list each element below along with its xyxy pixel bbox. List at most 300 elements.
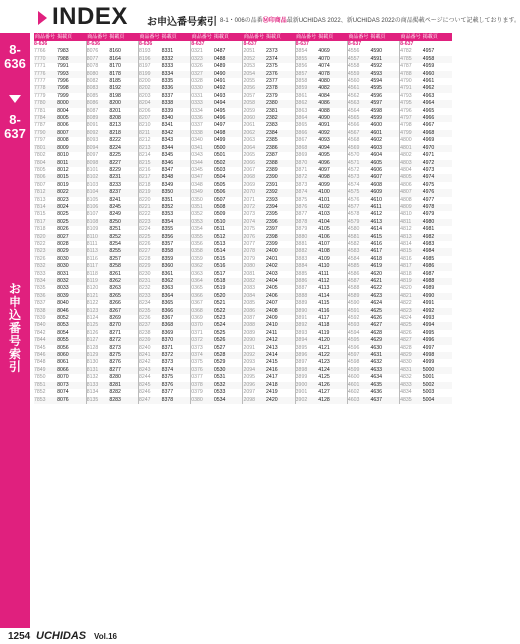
- item-code: 2069: [243, 181, 255, 188]
- item-code: 8246: [138, 389, 151, 396]
- item-page: 8039: [57, 293, 86, 300]
- item-page: 4997: [422, 344, 435, 351]
- table-row: [34, 115, 452, 122]
- item-code: 3874: [295, 189, 318, 196]
- item-code: 3902: [295, 397, 318, 404]
- item-page: 4986: [423, 263, 452, 270]
- item-code: 8085: [86, 92, 99, 99]
- item-code: 2061: [243, 122, 255, 129]
- item-code: 8128: [86, 344, 99, 351]
- page-number: 1254: [8, 631, 31, 642]
- item-code: 0380: [191, 397, 214, 404]
- item-page: 4070: [318, 56, 347, 63]
- item-code: 0343: [191, 152, 203, 159]
- item-page: 0491: [214, 78, 243, 85]
- column-header-page: 掲載頁: [266, 33, 295, 41]
- item-page: 4616: [371, 241, 400, 248]
- table-row: [34, 271, 452, 278]
- item-page: 4096: [318, 160, 347, 167]
- column-header-page: 掲載頁: [109, 33, 138, 41]
- item-code: 4584: [347, 255, 360, 262]
- table-row: [34, 204, 452, 211]
- item-code: 0345: [191, 166, 203, 173]
- column-header-page: 掲載頁: [57, 33, 86, 41]
- item-code: 8219: [138, 189, 161, 196]
- item-code: 4830: [400, 359, 412, 366]
- item-page: 8338: [162, 100, 191, 107]
- item-code: 8107: [86, 211, 99, 218]
- item-code: 8237: [138, 322, 161, 329]
- item-page: 8055: [57, 337, 86, 344]
- item-code: 3891: [295, 315, 308, 322]
- item-code: 8225: [138, 234, 161, 241]
- item-code: 2087: [243, 315, 255, 322]
- item-code: 3878: [295, 219, 318, 226]
- item-code: 4813: [400, 234, 423, 241]
- item-page: 8350: [162, 189, 191, 196]
- item-code: 8232: [138, 285, 151, 292]
- item-page: 4621: [371, 278, 400, 285]
- item-code: 2097: [243, 389, 255, 396]
- item-code: 4823: [400, 308, 423, 315]
- item-code: 0334: [191, 107, 203, 114]
- item-code: 7836: [34, 293, 57, 300]
- table-row: [34, 189, 452, 196]
- item-page: 8061: [57, 359, 86, 366]
- brand-logo: UCHIDAS: [36, 630, 87, 642]
- item-code: 0333: [191, 100, 214, 107]
- item-page: 8373: [162, 359, 191, 366]
- item-page: 4969: [422, 137, 435, 144]
- item-page: 4637: [371, 397, 400, 404]
- table-row: [34, 219, 452, 226]
- item-code: 4834: [400, 389, 412, 396]
- item-page: 2388: [266, 160, 295, 167]
- item-page: 4977: [422, 196, 435, 203]
- item-code: 2083: [243, 285, 255, 292]
- item-page: 7991: [57, 63, 86, 70]
- item-code: 4565: [347, 115, 370, 122]
- item-code: 8076: [86, 48, 99, 55]
- item-code: 2065: [243, 152, 255, 159]
- item-page: 0528: [214, 352, 243, 359]
- item-page: 4106: [318, 234, 347, 241]
- item-page: 8277: [109, 367, 138, 374]
- side-vertical-label: お申込番号索引: [8, 282, 21, 374]
- item-page: 0531: [214, 374, 243, 381]
- item-code: 2066: [243, 160, 266, 167]
- item-page: 2373: [266, 48, 295, 55]
- item-code: 8097: [86, 152, 99, 159]
- item-code: 4810: [400, 211, 412, 218]
- item-page: 4633: [371, 367, 400, 374]
- item-page: 8345: [162, 152, 191, 159]
- item-code: 3871: [295, 166, 308, 173]
- item-code: 4575: [347, 189, 370, 196]
- item-code: 8130: [86, 359, 99, 366]
- item-page: 8031: [57, 271, 86, 278]
- table-row: [34, 234, 452, 241]
- item-code: 8233: [138, 293, 161, 300]
- item-page: 4630: [371, 345, 400, 352]
- item-page: 8342: [162, 130, 191, 137]
- item-code: 8203: [138, 92, 151, 99]
- item-page: 8347: [162, 167, 191, 174]
- item-code: 2071: [243, 196, 255, 203]
- item-code: 0369: [191, 315, 203, 322]
- table-row: [34, 382, 452, 389]
- item-page: 8005: [57, 115, 86, 122]
- item-page: 4596: [371, 93, 400, 100]
- item-page: 8224: [109, 145, 138, 152]
- item-code: 4563: [347, 100, 370, 107]
- item-page: 4611: [371, 204, 400, 211]
- item-code: 7851: [34, 382, 57, 389]
- item-page: 8346: [162, 160, 191, 167]
- item-page: 8229: [109, 167, 138, 174]
- item-page: 4990: [423, 293, 452, 300]
- item-code: 4814: [400, 240, 412, 247]
- column-header-code: 商品番号: [86, 33, 109, 41]
- table-row: [34, 308, 452, 315]
- item-page: 2377: [266, 78, 295, 85]
- item-page: 8009: [57, 145, 86, 152]
- item-code: 3881: [295, 240, 308, 247]
- item-page: 5004: [423, 397, 452, 404]
- item-page: 4976: [423, 189, 452, 196]
- item-code: 4835: [400, 397, 423, 404]
- item-page: 4609: [371, 189, 400, 196]
- item-page: 8046: [57, 308, 86, 315]
- item-code: 8230: [138, 270, 151, 277]
- column-header-page: 掲載頁: [318, 33, 347, 41]
- item-page: 8271: [109, 330, 138, 337]
- item-page: 8040: [57, 300, 86, 307]
- item-code: 3856: [295, 63, 308, 70]
- item-code: 3870: [295, 160, 318, 167]
- item-page: 8360: [162, 263, 191, 270]
- item-page: 4975: [422, 181, 435, 188]
- item-page: 4123: [318, 359, 347, 366]
- item-page: 8192: [109, 85, 138, 92]
- item-code: 3893: [295, 329, 308, 336]
- item-page: 8160: [109, 48, 138, 55]
- item-page: 4605: [371, 160, 400, 167]
- item-page: 0516: [214, 263, 243, 270]
- item-code: 4796: [400, 107, 412, 114]
- item-page: 4989: [422, 285, 435, 292]
- item-page: 8364: [162, 293, 191, 300]
- item-page: 4601: [371, 130, 400, 137]
- item-page: 8052: [57, 315, 86, 322]
- item-page: 8022: [57, 189, 86, 196]
- item-code: 0351: [191, 204, 214, 211]
- item-code: 4592: [347, 315, 360, 322]
- item-page: 5002: [423, 382, 452, 389]
- item-code: 4579: [347, 219, 370, 226]
- item-code: 4574: [347, 181, 360, 188]
- item-page: 8377: [162, 389, 191, 396]
- item-code: 7787: [34, 122, 46, 129]
- item-page: 4993: [422, 315, 435, 322]
- item-code: 7790: [34, 130, 57, 137]
- item-code: 0354: [191, 226, 203, 233]
- item-code: 4559: [347, 71, 370, 78]
- item-page: 8025: [57, 211, 86, 218]
- item-code: 4785: [400, 56, 423, 63]
- column-prefix: 8-636: [86, 41, 138, 48]
- item-page: 8343: [162, 137, 191, 144]
- item-code: 4557: [347, 56, 370, 63]
- item-page: 4994: [423, 322, 452, 329]
- item-code: 4805: [400, 174, 423, 181]
- item-page: 4095: [318, 152, 347, 159]
- item-page: 4632: [371, 359, 400, 366]
- item-page: 8354: [162, 219, 191, 226]
- column-header-code: 商品番号: [138, 33, 161, 41]
- item-code: 4795: [400, 100, 423, 107]
- item-page: 8255: [109, 248, 138, 255]
- table-row: [34, 374, 452, 381]
- item-code: 4787: [400, 63, 412, 70]
- item-page: 8363: [162, 285, 191, 292]
- item-code: 8221: [138, 204, 161, 211]
- item-code: 0340: [191, 137, 203, 144]
- item-page: 0495: [214, 108, 243, 115]
- item-code: 4589: [347, 293, 370, 300]
- item-page: 4999: [422, 359, 435, 366]
- item-code: 2073: [243, 211, 255, 218]
- item-page: 4099: [318, 182, 347, 189]
- item-code: 7839: [34, 315, 46, 322]
- item-code: 7833: [34, 270, 46, 277]
- item-page: 8222: [109, 137, 138, 144]
- page-subtitle: お申込番号索引: [147, 17, 217, 28]
- item-code: 8229: [138, 263, 161, 270]
- item-page: 2406: [266, 293, 295, 300]
- item-page: 8012: [57, 167, 86, 174]
- item-page: 4107: [318, 241, 347, 248]
- item-page: 4974: [423, 174, 452, 181]
- item-page: 8249: [109, 211, 138, 218]
- item-code: 8236: [138, 315, 151, 322]
- item-code: 4587: [347, 278, 370, 285]
- item-page: 0518: [214, 278, 243, 285]
- item-code: 8131: [86, 367, 109, 374]
- item-code: 4791: [400, 85, 423, 92]
- item-page: 8056: [57, 345, 86, 352]
- item-code: 8098: [86, 160, 109, 167]
- item-code: 4561: [347, 85, 370, 92]
- item-page: 4620: [371, 271, 400, 278]
- item-code: 8134: [86, 389, 99, 396]
- item-page: 0520: [214, 293, 243, 300]
- item-page: 4988: [423, 278, 452, 285]
- item-page: 0492: [214, 85, 243, 92]
- item-page: 2396: [266, 219, 295, 226]
- item-code: 8118: [86, 270, 98, 277]
- column-header-code: 商品番号: [295, 33, 318, 41]
- item-code: 8243: [138, 367, 161, 374]
- item-page: 0522: [214, 308, 243, 315]
- item-code: 4824: [400, 315, 412, 322]
- item-page: 8351: [162, 197, 191, 204]
- item-code: 2091: [243, 344, 255, 351]
- item-code: 4598: [347, 359, 360, 366]
- item-page: 4992: [423, 308, 452, 315]
- item-code: 2070: [243, 189, 266, 196]
- item-page: 8375: [162, 374, 191, 381]
- item-code: 0349: [191, 189, 214, 196]
- item-page: 8273: [109, 345, 138, 352]
- item-code: 0367: [191, 300, 203, 307]
- item-page: 0487: [214, 48, 243, 55]
- table-row: [34, 359, 452, 366]
- item-code: 7822: [34, 240, 46, 247]
- item-page: 2387: [266, 152, 295, 159]
- item-code: 0326: [191, 63, 203, 70]
- item-page: 2391: [266, 182, 295, 189]
- item-code: 7771: [34, 63, 46, 70]
- table-row: [34, 330, 452, 337]
- item-code: 8212: [138, 137, 151, 144]
- table-row: [34, 197, 452, 204]
- table-row: [34, 130, 452, 137]
- item-page: 4995: [422, 329, 435, 336]
- item-page: 4614: [371, 226, 400, 233]
- item-code: 4586: [347, 270, 360, 277]
- item-code: 7823: [34, 248, 57, 255]
- item-code: 4603: [347, 397, 370, 404]
- table-row: [34, 160, 452, 167]
- item-code: 2055: [243, 78, 255, 85]
- item-page: 8372: [162, 352, 191, 359]
- item-page: 8362: [162, 278, 191, 285]
- item-code: 4590: [347, 300, 360, 307]
- item-code: 7844: [34, 337, 57, 344]
- item-page: 8275: [109, 352, 138, 359]
- item-page: 4593: [371, 71, 400, 78]
- item-code: 8133: [86, 382, 109, 389]
- item-code: 8132: [86, 374, 99, 381]
- item-page: 8333: [162, 63, 191, 70]
- item-page: 2395: [266, 211, 295, 218]
- item-page: 5003: [422, 389, 435, 396]
- item-code: 7770: [34, 56, 57, 63]
- item-page: 4112: [318, 278, 347, 285]
- column-header-code: 商品番号: [34, 33, 57, 41]
- item-code: 0331: [191, 92, 203, 99]
- item-page: 0521: [214, 300, 243, 307]
- table-row: [34, 352, 452, 359]
- item-page: 8054: [57, 330, 86, 337]
- item-code: 3875: [295, 196, 308, 203]
- index-table: [34, 33, 452, 404]
- title-triangle-icon: [38, 11, 47, 25]
- item-page: 8258: [109, 263, 138, 270]
- item-page: 0526: [214, 337, 243, 344]
- column-prefix: 8-637: [191, 41, 243, 48]
- item-page: 8029: [57, 248, 86, 255]
- item-code: 4566: [347, 122, 360, 129]
- item-code: 2084: [243, 293, 266, 300]
- item-page: 2382: [266, 115, 295, 122]
- item-code: 7832: [34, 263, 57, 270]
- item-page: 4101: [318, 197, 347, 204]
- item-code: 4582: [347, 240, 360, 247]
- item-page: 4082: [318, 85, 347, 92]
- item-code: 3862: [295, 100, 318, 107]
- item-code: 3898: [295, 367, 318, 374]
- item-code: 4599: [347, 367, 370, 374]
- item-page: 8231: [109, 174, 138, 181]
- item-page: 4109: [318, 256, 347, 263]
- item-code: 2080: [243, 263, 266, 270]
- item-page: 2379: [266, 93, 295, 100]
- item-code: 3859: [295, 85, 318, 92]
- item-page: 8254: [109, 241, 138, 248]
- item-page: 4102: [318, 204, 347, 211]
- item-page: 8074: [57, 389, 86, 396]
- item-code: 8206: [138, 107, 151, 114]
- item-page: 4987: [422, 270, 435, 277]
- item-page: 7988: [57, 56, 86, 63]
- item-page: 8262: [109, 278, 138, 285]
- item-page: 0512: [214, 234, 243, 241]
- item-page: 4093: [318, 137, 347, 144]
- table-row: [34, 71, 452, 78]
- item-page: 8283: [109, 397, 138, 404]
- item-page: 2410: [266, 322, 295, 329]
- item-page: 2374: [266, 56, 295, 63]
- item-code: 7804: [34, 160, 57, 167]
- item-page: 2419: [266, 389, 295, 396]
- item-code: 8078: [86, 63, 99, 70]
- item-page: 2398: [266, 234, 295, 241]
- item-code: 0350: [191, 196, 203, 203]
- item-code: 0364: [191, 278, 214, 285]
- table-row: [34, 285, 452, 292]
- index-side-tab: [0, 33, 30, 628]
- table-row: [34, 345, 452, 352]
- item-page: 4602: [371, 137, 400, 144]
- item-code: 2081: [243, 270, 255, 277]
- item-page: 2402: [266, 263, 295, 270]
- column-header-page: 掲載頁: [423, 33, 452, 41]
- table-row: [34, 78, 452, 85]
- item-code: 2054: [243, 71, 266, 78]
- item-page: 8011: [57, 160, 86, 167]
- item-code: 8197: [138, 63, 151, 70]
- item-code: 3865: [295, 122, 308, 129]
- item-code: 3895: [295, 344, 308, 351]
- item-page: 8367: [162, 315, 191, 322]
- item-code: 0338: [191, 130, 214, 137]
- item-page: 8267: [109, 308, 138, 315]
- item-page: 2390: [266, 174, 295, 181]
- item-code: 4812: [400, 226, 412, 233]
- item-code: 4576: [347, 196, 360, 203]
- note-accent: Ⓜ印商品: [262, 18, 287, 24]
- item-page: 4959: [422, 63, 435, 70]
- item-page: 0532: [214, 382, 243, 389]
- item-code: 4596: [347, 344, 360, 351]
- item-page: 2414: [266, 352, 295, 359]
- item-page: 0514: [214, 248, 243, 255]
- item-page: 0496: [214, 115, 243, 122]
- item-page: 8019: [57, 182, 86, 189]
- arrow-down-icon: [9, 95, 21, 103]
